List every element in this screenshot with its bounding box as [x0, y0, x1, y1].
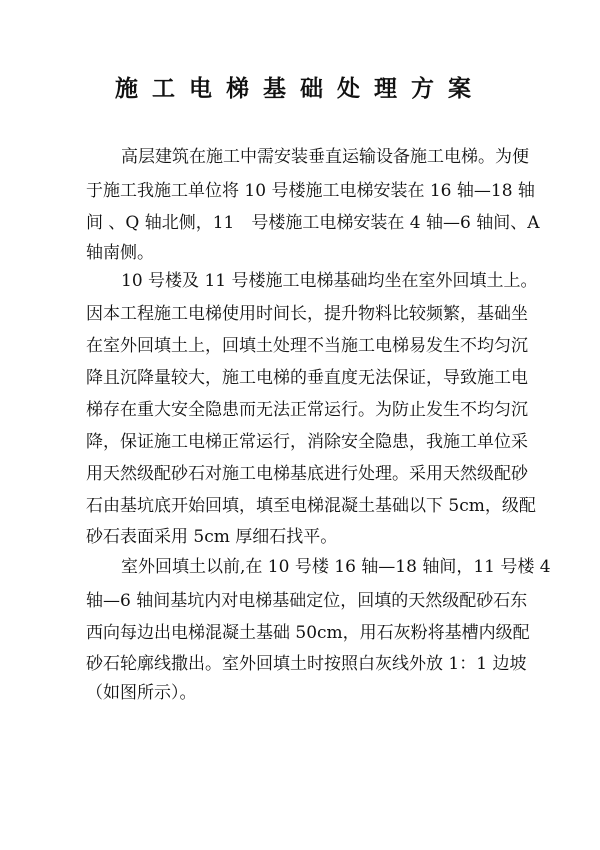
- paragraph-line: 因本工程施工电梯使用时间长，提升物料比较频繁，基础坐: [86, 304, 528, 324]
- paragraph-line: 石由基坑底开始回填，填至电梯混凝土基础以下 5cm，级配: [86, 496, 536, 516]
- paragraph-line: 用天然级配砂石对施工电梯基底进行处理。采用天然级配砂: [86, 464, 528, 484]
- paragraph-line: 室外回填土以前,在 10 号楼 16 轴—18 轴间，11 号楼 4: [121, 557, 551, 577]
- paragraph-line: 轴南侧。: [86, 243, 154, 263]
- paragraph-line: 高层建筑在施工中需安装垂直运输设备施工电梯。为便: [121, 147, 529, 167]
- paragraph-line: （如图所示）。: [86, 683, 197, 703]
- paragraph-line: 轴—6 轴间基坑内对电梯基础定位，回填的天然级配砂石东: [86, 591, 528, 611]
- paragraph-line: 间 、Q 轴北侧，11 号楼施工电梯安装在 4 轴—6 轴间、A: [86, 213, 540, 233]
- paragraph-line: 西向每边出电梯混凝土基础 50cm，用石灰粉将基槽内级配: [86, 623, 530, 643]
- paragraph-line: 降且沉降量较大，施工电梯的垂直度无法保证，导致施工电: [86, 368, 528, 388]
- paragraph-line: 降，保证施工电梯正常运行，消除安全隐患，我施工单位采: [86, 432, 528, 452]
- paragraph-line: 10 号楼及 11 号楼施工电梯基础均坐在室外回填土上。: [121, 271, 538, 291]
- document-title: 施工电梯基础处理方案: [115, 75, 485, 102]
- paragraph-line: 梯存在重大安全隐患而无法正常运行。为防止发生不均匀沉: [86, 400, 528, 420]
- paragraph-line: 砂石表面采用 5cm 厚细石找平。: [86, 527, 338, 547]
- paragraph-line: 于施工我施工单位将 10 号楼施工电梯安装在 16 轴—18 轴: [86, 181, 535, 201]
- paragraph-line: 在室外回填土上，回填土处理不当施工电梯易发生不均匀沉: [86, 336, 528, 356]
- paragraph-line: 砂石轮廓线撒出。室外回填土时按照白灰线外放 1：1 边坡: [86, 654, 527, 674]
